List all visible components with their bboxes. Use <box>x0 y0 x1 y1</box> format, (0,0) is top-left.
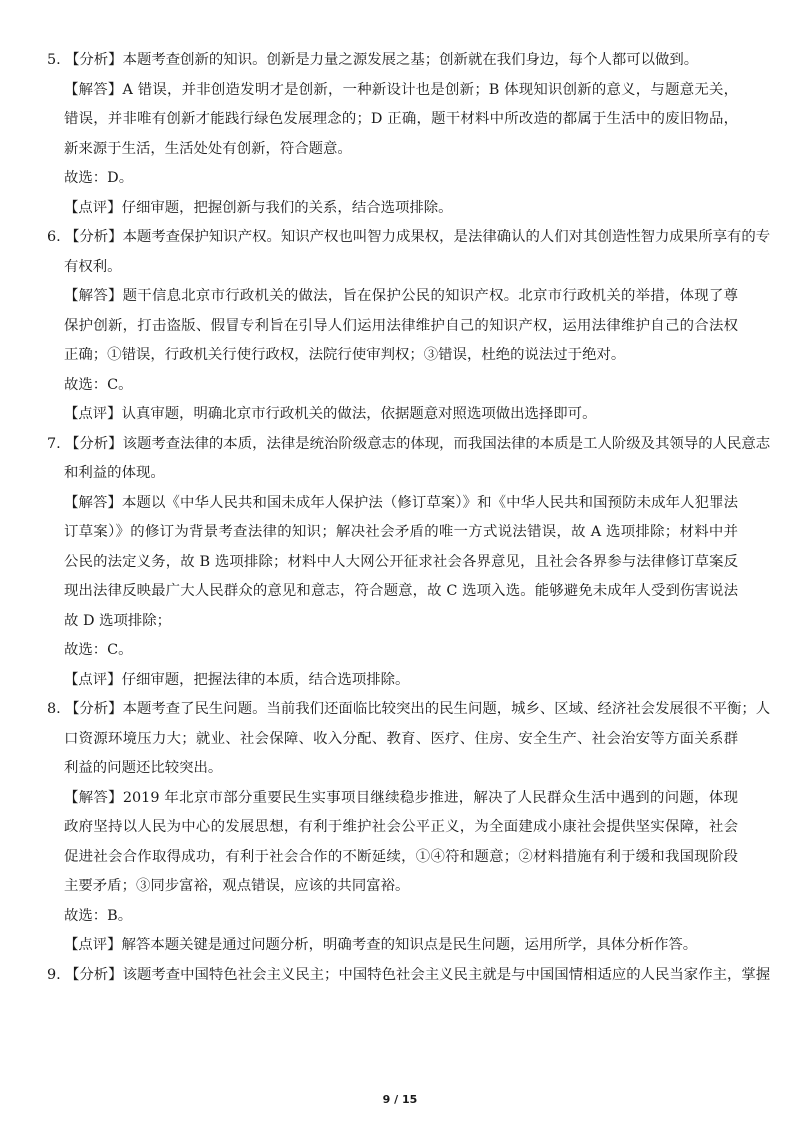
page-number: 9 / 15 <box>382 1093 418 1106</box>
question-6-analysis-line: 有权利。 <box>64 258 122 275</box>
question-7-answer-line: 现出法律反映最广大人民群众的意见和意志，符合题意，故 C 选项入选。能够避免未成年人受到伤害说法 <box>64 583 738 599</box>
question-7 <box>0 434 800 690</box>
question-7-analysis: 7. 【分析】该题考查法律的本质，法律是统治阶级意志的体现，而我国法律的本质是工人阶级及其领导的人民意志 <box>47 435 771 452</box>
question-8-analysis-line: 口资源环境压力大；就业、社会保障、收入分配、教育、医疗、住房、安全生产、社会治安等方面关系群 <box>64 730 738 747</box>
question-9-analysis: 9. 【分析】该题考查中国特色社会主义民主；中国特色社会主义民主就是与中国国情相适应的人民当家作主，掌握 <box>47 966 771 983</box>
question-6-answer-line: 保护创新，打击盗版、假冒专利旨在引导人们运用法律维护自己的知识产权，运用法律维护自己的合法权 <box>64 317 738 334</box>
question-7-answer-line: 订草案）》的修订为背景考查法律的知识；解决社会矛盾的唯一方式说法错误，故 A 选项排除；材料中并 <box>64 524 738 540</box>
question-5-comment: 【点评】仔细审题，把握创新与我们的关系，结合选项排除。 <box>64 199 453 216</box>
question-number: 7. <box>47 435 61 452</box>
question-6-comment: 【点评】认真审题，明确北京市行政机关的做法，依据题意对照选项做出选择即可。 <box>64 406 597 422</box>
question-8 <box>0 699 800 955</box>
question-7-comment: 【点评】仔细审题，把握法律的本质，结合选项排除。 <box>64 671 410 688</box>
question-number: 8. <box>47 701 61 717</box>
question-8-choice: 故选：B。 <box>64 907 133 924</box>
question-6-choice: 故选：C。 <box>64 376 133 393</box>
question-5-choice: 故选：D。 <box>64 170 134 186</box>
question-7-answer-line: 公民的法定义务，故 B 选项排除；材料中人大网公开征求社会各界意见，且社会各界参与法律修订草案反 <box>64 553 738 570</box>
question-8-analysis: 8. 【分析】本题考查了民生问题。当前我们还面临比较突出的民生问题，城乡、区域、经济社会发展很不平衡；人 <box>47 701 771 717</box>
question-5-analysis: 5. 【分析】本题考查创新的知识。创新是力量之源发展之基；创新就在我们身边，每个人都可以做到。 <box>47 52 699 68</box>
question-8-answer-line: 促进社会合作取得成功，有利于社会合作的不断延续，①④符和题意；②材料措施有利于缓和我国现阶段 <box>64 848 738 865</box>
question-7-choice: 故选：C。 <box>64 642 133 658</box>
question-5-answer-line: 新来源于生活，生活处处有创新，符合题意。 <box>64 140 352 157</box>
question-8-answer-line: 【解答】2019 年北京市部分重要民生实事项目继续稳步推进，解决了人民群众生活中遇到的问题，体现 <box>64 789 738 806</box>
answer-explanations <box>0 50 800 994</box>
question-8-analysis-line: 利益的问题还比较突出。 <box>64 760 223 776</box>
question-7-answer-line: 【解答】本题以《中华人民共和国未成年人保护法（修订草案）》和《中华人民共和国预防未成年人犯罪法 <box>64 494 738 511</box>
question-6-answer-line: 正确；①错误，行政机关行使行政权，法院行使审判权；③错误，杜绝的说法过于绝对。 <box>64 347 626 363</box>
question-5 <box>0 50 800 218</box>
question-5-answer-line: 【解答】A 错误，并非创造发明才是创新，一种新设计也是创新；B 体现知识创新的意义，与题意无关， <box>64 81 738 98</box>
question-number: 6. <box>47 229 61 245</box>
question-6 <box>0 227 800 424</box>
question-8-answer-line: 政府坚持以人民为中心的发展思想，有利于维护社会公平正义，为全面建成小康社会提供坚实保障，社会 <box>64 819 738 835</box>
question-number: 9. <box>47 966 61 983</box>
question-8-answer-line: 主要矛盾；③同步富裕，观点错误，应该的共同富裕。 <box>64 878 410 894</box>
question-8-comment: 【点评】解答本题关键是通过问题分析，明确考查的知识点是民生问题，运用所学，具体分析作答。 <box>64 937 698 953</box>
question-5-answer-line: 错误，并非唯有创新才能践行绿色发展理念的；D 正确，题干材料中所改造的都属于生活中的废旧物品， <box>64 111 738 127</box>
question-6-analysis: 6. 【分析】本题考查保护知识产权。知识产权也叫智力成果权，是法律确认的人们对其创造性智力成果所享有的专 <box>47 229 771 245</box>
question-7-answer-line: 故 D 选项排除； <box>64 612 172 629</box>
question-6-answer-line: 【解答】题干信息北京市行政机关的做法，旨在保护公民的知识产权。北京市行政机关的举措，体现了尊 <box>64 288 738 304</box>
question-7-analysis-line: 和利益的体现。 <box>64 465 165 481</box>
question-number: 5. <box>47 52 61 68</box>
question-9 <box>0 965 800 985</box>
